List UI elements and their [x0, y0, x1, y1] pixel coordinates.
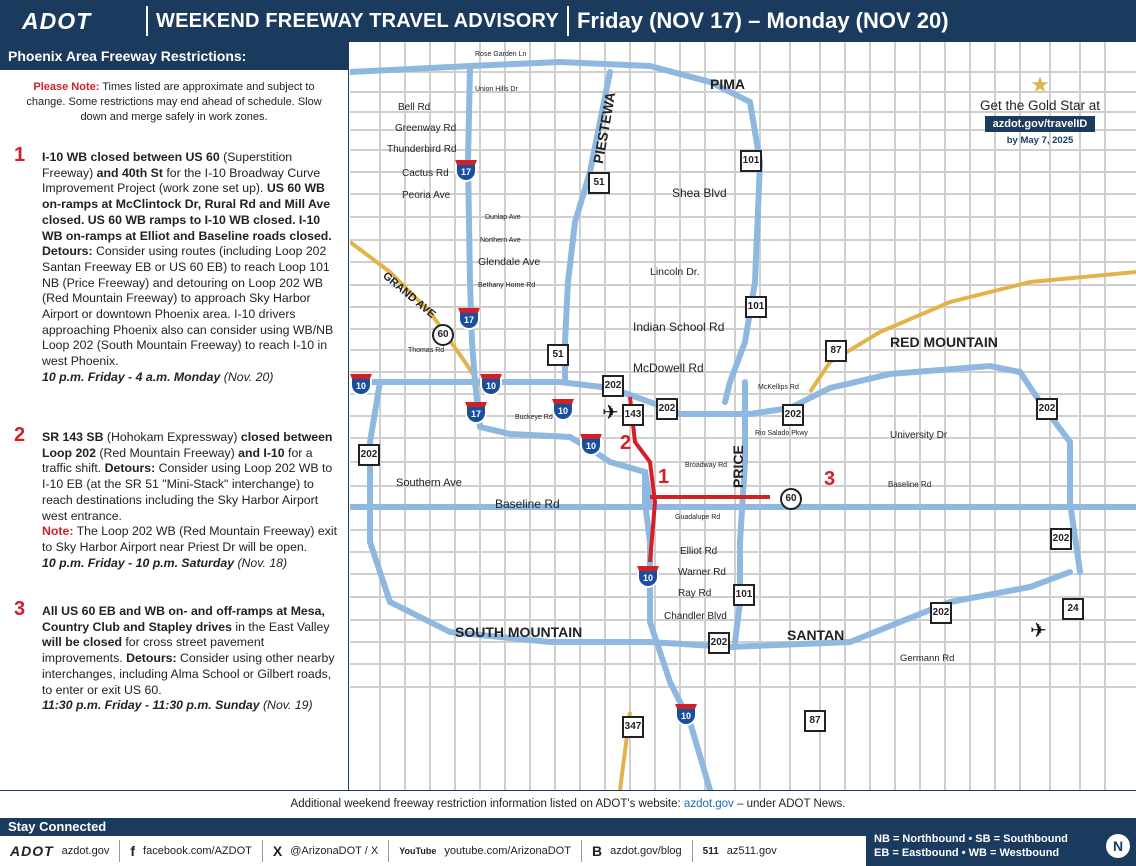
header-divider: [146, 6, 148, 36]
route-shield-60: 60: [432, 324, 454, 346]
freeway-label: GRAND AVE: [380, 270, 438, 321]
restriction-text: for the I-10 Broadway Curve Improvement Project (work zone set up).: [42, 165, 321, 196]
street-label: Guadalupe Rd: [675, 514, 721, 521]
street-label: University Dr: [890, 430, 948, 441]
street-label: Bell Rd: [398, 102, 431, 113]
footer-link-x[interactable]: [263, 840, 389, 862]
restriction-item-2: [14, 424, 340, 571]
airport-icon: ✈: [1030, 620, 1047, 642]
adot-logo: ADOT: [22, 7, 92, 34]
street-label: Chandler Blvd: [664, 611, 727, 622]
restriction-number: 1: [14, 144, 26, 166]
direction-legend: [866, 828, 1136, 866]
route-shield-51: 51: [547, 344, 569, 366]
restriction-number: 2: [14, 424, 26, 446]
street-label: McDowell Rd: [633, 361, 704, 375]
route-shield-101: 101: [733, 584, 755, 606]
link-label: azdot.gov/blog: [610, 845, 682, 857]
street-label: Bethany Home Rd: [478, 282, 536, 289]
note-label: Please Note:: [33, 81, 100, 93]
gold-star-title: Get the Gold Star at: [979, 98, 1101, 113]
restriction-text: will be closed: [42, 635, 122, 650]
restriction-time: 10 p.m. Friday - 4 a.m. Monday: [42, 369, 221, 384]
footer-link-blog[interactable]: [582, 840, 693, 862]
freeway-label: SOUTH MOUNTAIN: [455, 624, 583, 640]
restriction-text: Detours:: [126, 651, 177, 666]
date-range: Friday (NOV 17) – Monday (NOV 20): [576, 8, 949, 33]
footer-link-facebook[interactable]: [120, 840, 263, 862]
footer-link-youtube[interactable]: [389, 840, 582, 862]
restriction-text: I-10 WB closed between US 60: [42, 150, 220, 164]
street-label: Greenway Rd: [395, 123, 457, 134]
route-shield-101: 101: [740, 150, 762, 172]
street-label: Glendale Ave: [478, 256, 541, 268]
note-text: Times listed are approximate and subject to change. Some restrictions may end ahead of schedule. Slow down and merge safely in work zones.: [26, 81, 322, 123]
restriction-item-3: [14, 598, 340, 714]
street-label: Shea Blvd: [672, 186, 727, 200]
header: [0, 0, 1136, 42]
restriction-text: The Loop 202 WB (Red Mountain Freeway) exit to Sky Harbor Airport near Priest Dr will be open.: [42, 524, 338, 554]
street-label: Broadway Rd: [685, 462, 728, 469]
link-label: facebook.com/AZDOT: [143, 845, 252, 857]
adot-logo-icon: ADOT: [10, 843, 54, 859]
interstate-shield-17: 17: [458, 308, 480, 330]
restriction-text: (Hohokam Expressway): [103, 430, 241, 444]
route-shield-202: 202: [358, 444, 380, 466]
restriction-text: in the East Valley: [231, 619, 330, 634]
freeway-label: PRICE: [730, 445, 746, 488]
link-label: az511.gov: [726, 845, 777, 857]
interstate-shield-10: 10: [350, 374, 372, 396]
interstate-shield-10: 10: [580, 434, 602, 456]
az511-icon: 511: [702, 845, 719, 857]
restriction-text: Detours:: [104, 461, 156, 476]
stay-connected-title: Stay Connected: [0, 818, 1136, 836]
street-label: Thomas Rd: [408, 347, 445, 354]
restriction-marker-2: 2: [620, 432, 632, 454]
restriction-time: 10 p.m. Friday - 10 p.m. Saturday: [42, 555, 235, 570]
route-shield-24: 24: [1062, 598, 1084, 620]
restriction-date: (Nov. 19): [259, 698, 313, 713]
street-label: McKellips Rd: [758, 384, 799, 391]
legend-line: NB = Northbound • SB = Southbound: [874, 833, 1068, 845]
street-label: Buckeye Rd: [515, 414, 553, 421]
restriction-text: SR 143 SB: [42, 430, 104, 444]
street-label: Northern Ave: [480, 237, 521, 244]
restriction-marker-1: 1: [658, 466, 670, 488]
street-label: Warner Rd: [678, 567, 726, 578]
restriction-text: Consider using routes (including Loop 202 Santan Freeway EB or US 60 EB) to reach Loop 101 NB (Price Freeway) and detouring on Loop 202 WB (Red Mountain Freeway) to approach Sky Harbor Airport or downtown Phoenix area. I-10 drivers approaching Phoenix also can consider using WB/NB Loop 202 (South Mountain Freeway) to reach I-10 in west Phoenix.: [42, 244, 334, 369]
airport-icon: ✈: [602, 402, 619, 424]
freeway-label: SANTAN: [787, 627, 845, 643]
gold-star-icon: ★: [1030, 72, 1050, 97]
gold-star-link[interactable]: azdot.gov/travelID: [985, 116, 1096, 132]
interstate-shield-17: 17: [455, 160, 477, 182]
north-compass-icon: N: [1106, 834, 1130, 858]
route-shield-202: 202: [1050, 528, 1072, 550]
route-shield-202: 202: [930, 602, 952, 624]
interstate-shield-17: 17: [465, 402, 487, 424]
street-label: Peoria Ave: [402, 190, 451, 201]
link-label: youtube.com/ArizonaDOT: [444, 845, 571, 857]
route-shield-60: 60: [780, 488, 802, 510]
restriction-text: and 40th St: [96, 165, 163, 180]
restriction-text: (Red Mountain Freeway): [95, 445, 239, 460]
youtube-icon: YouTube: [399, 846, 437, 856]
adot-website-link[interactable]: azdot.gov: [683, 798, 734, 810]
panel-title: Phoenix Area Freeway Restrictions:: [0, 42, 348, 70]
gold-star-date: by May 7, 2025: [1006, 135, 1074, 146]
freeway-label: PIESTEWA: [590, 90, 619, 165]
street-label: Lincoln Dr.: [650, 266, 700, 278]
route-shield-143: 143: [622, 404, 644, 426]
street-label: Thunderbird Rd: [387, 144, 457, 155]
route-shield-51: 51: [588, 172, 610, 194]
link-label: @ArizonaDOT / X: [290, 845, 379, 857]
info-text: – under ADOT News.: [733, 798, 846, 810]
info-text: Additional weekend freeway restriction information listed on ADOT's website:: [290, 798, 684, 810]
facebook-icon: f: [130, 843, 136, 859]
gold-star-promo: [950, 72, 1130, 146]
footer-link-511[interactable]: [693, 840, 787, 862]
page-title: WEEKEND FREEWAY TRAVEL ADVISORY: [156, 9, 559, 32]
street-label: Southern Ave: [396, 477, 462, 489]
interstate-shield-10: 10: [552, 399, 574, 421]
additional-info: [0, 790, 1136, 818]
restriction-number: 3: [14, 598, 26, 620]
please-note: [18, 80, 330, 125]
x-icon: X: [272, 843, 283, 859]
link-label: azdot.gov: [61, 845, 110, 857]
route-shield-87: 87: [825, 340, 847, 362]
restriction-text: All US 60 EB and WB on- and off-ramps at Mesa, Country Club and Stapley drives: [42, 604, 325, 634]
street-label: Rio Salado Pkwy: [755, 430, 808, 437]
restrictions-panel: [0, 42, 349, 790]
street-label: Baseline Rd: [888, 480, 932, 489]
restriction-text: and I-10: [238, 445, 285, 460]
restriction-text: (Superstition Freeway): [42, 150, 293, 180]
restriction-text: Consider using Loop 202 WB to I-10 EB (at the SR 51 "Mini-Stack" interchange) to reach destinations including the Sky Harbor Airport west entrance.: [42, 461, 333, 523]
street-label: Union Hills Dr: [475, 86, 518, 93]
interstate-shield-10: 10: [637, 566, 659, 588]
restriction-date: (Nov. 20): [220, 369, 274, 384]
freeway-label: PIMA: [710, 76, 745, 92]
street-label: Germann Rd: [900, 653, 955, 664]
freeway-label: RED MOUNTAIN: [890, 334, 998, 350]
street-label: Indian School Rd: [633, 320, 725, 334]
route-shield-347: 347: [622, 716, 644, 738]
header-divider: [567, 6, 569, 36]
restriction-date: (Nov. 18): [234, 555, 288, 570]
legend-line: EB = Eastbound • WB = Westbound: [874, 847, 1060, 859]
restriction-time: 11:30 p.m. Friday - 11:30 p.m. Sunday: [42, 698, 260, 713]
interstate-shield-10: 10: [480, 374, 502, 396]
restriction-item-1: [14, 144, 340, 386]
restriction-text: for cross street pavement improvements.: [42, 635, 265, 666]
restriction-text: Consider using other nearby interchanges, including Alma School or Gilbert roads, to enter or exit US 60.: [42, 651, 335, 697]
route-shield-202: 202: [602, 375, 624, 397]
blog-icon: B: [591, 843, 603, 859]
route-shield-202: 202: [656, 398, 678, 420]
restriction-text: for a traffic shift.: [42, 445, 313, 476]
street-label: Elliot Rd: [680, 546, 718, 557]
interstate-shield-10: 10: [675, 704, 697, 726]
street-label: Dunlap Ave: [485, 214, 521, 221]
street-label: Baseline Rd: [495, 497, 560, 511]
route-shield-202: 202: [708, 632, 730, 654]
note-label: Note:: [42, 524, 74, 539]
freeway-map: [350, 42, 1136, 790]
street-label: Rose Garden Ln: [475, 51, 527, 58]
street-label: Cactus Rd: [402, 168, 449, 179]
route-shield-202: 202: [782, 404, 804, 426]
footer-link-website[interactable]: [0, 840, 120, 862]
restriction-text: closed between Loop 202: [42, 430, 333, 460]
street-label: Ray Rd: [678, 588, 712, 599]
restriction-text: US 60 WB on-ramps at McClintock Dr, Rural Rd and Mill Ave closed. US 60 WB ramps to I-10 WB closed. I-10 WB on-ramps at Elliot and Baseline roads closed. Detours:: [42, 181, 332, 259]
route-shield-87: 87: [804, 710, 826, 732]
route-shield-101: 101: [745, 296, 767, 318]
route-shield-202: 202: [1036, 398, 1058, 420]
restriction-marker-3: 3: [824, 468, 836, 490]
